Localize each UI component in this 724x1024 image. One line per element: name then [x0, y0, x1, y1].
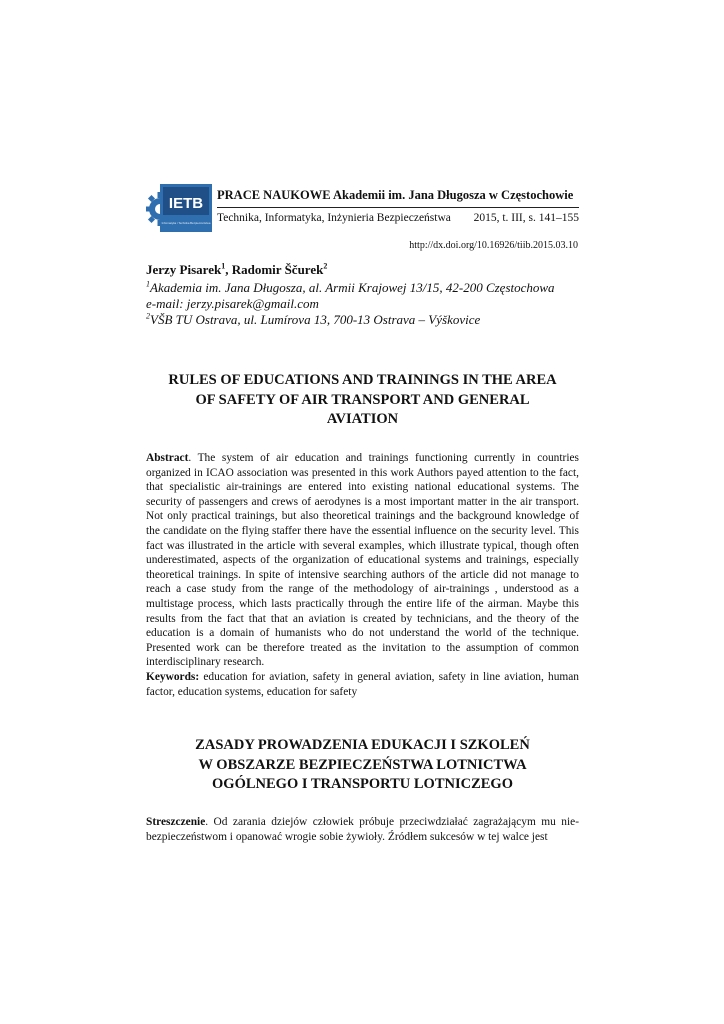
- journal-title: PRACE NAUKOWE Akademii im. Jana Długosza w Częstochowie: [217, 188, 574, 202]
- title-line: OF SAFETY OF AIR TRANSPORT AND GENERAL: [195, 391, 530, 408]
- title-line: ZASADY PROWADZENIA EDUKACJI I SZKOLEŃ: [195, 737, 530, 753]
- title-line: OGÓLNEGO I TRANSPORTU LOTNICZEGO: [212, 776, 513, 792]
- logo-caption: Informatyka i Technika Bezpieczeństwa: [161, 221, 211, 225]
- author-sup: 2: [323, 261, 328, 271]
- streszczenie-section: [146, 815, 579, 845]
- title-line: RULES OF EDUCATIONS AND TRAININGS IN THE AREA: [168, 372, 557, 388]
- affiliation-text: Akademia im. Jana Długosza, al. Armii Krajowej 13/15, 42-200 Częstochowa: [150, 280, 555, 295]
- keywords-text: education for aviation, safety in general aviation, safety in line aviation, human factor, education systems, education for safety: [146, 670, 579, 698]
- abstract-text: . The system of air education and trainings functioning currently in countries organized in ICAO association was presented in this work Authors payed attention to the fact, that specialistic air-trainings are entered into existing national educational systems. The security of passengers and crews of aerodynes is a most important matter in the air transport. Not only practical trainings, but also theoretical trainings and the background knowledge of the candidate on the flying staffer there have the essential influence on the security level. This fact was illustrated in the article with several examples, which illustrate typical, though often underestimated, aspects of the organization of educational systems and trainings, especially theoretical trainings. In spite of intensive searching authors of the article did not manage to reach a case study from the range of the methodology of air-trainings , understood as a multistage process, which lasts practically through the entire life of the airman. Maybe this results from the fact that that an aviation is created by technicians, and the theory of the education is a domain of humanists who do not understand the world of the technique. Presented work can be therefore treated as the invitation to the assumption of common interdisciplinary research.: [146, 452, 579, 669]
- doi-link[interactable]: http://dx.doi.org/10.16926/tiib.2015.03.10: [409, 240, 578, 251]
- author-name: Jerzy Pisarek: [146, 262, 222, 277]
- paper-title-polish: [146, 736, 579, 795]
- journal-series-line: [217, 212, 579, 224]
- paper-title-english: [146, 371, 579, 430]
- abstract-paragraph: [146, 451, 579, 670]
- title-line: W OBSZARZE BEZPIECZEŃSTWA LOTNICTWA: [198, 756, 527, 773]
- affiliation-sup: 2: [146, 311, 150, 321]
- streszczenie-text: . Od zarania dziejów człowiek próbuje przeciwdziałać zagrażającym mu niebezpieczeństwom i opanować wrogie sobie żywioły. Źródłem sukcesów w tej walce jest: [146, 816, 579, 843]
- journal-logo: [146, 182, 212, 234]
- title-line: AVIATION: [326, 411, 399, 427]
- affiliation-sup: 1: [146, 279, 150, 289]
- streszczenie-label: Streszczenie: [146, 816, 206, 828]
- logo-text: IETB: [168, 195, 204, 212]
- streszczenie-paragraph: [146, 815, 579, 845]
- header-divider: [217, 207, 579, 208]
- author-list: [146, 262, 327, 278]
- journal-series: Technika, Informatyka, Inżynieria Bezpieczeństwa: [217, 212, 451, 224]
- abstract-section: [146, 451, 579, 699]
- volume-info: 2015, t. III, s. 141–155: [473, 212, 579, 224]
- affiliation-2: [146, 312, 480, 328]
- author-separator: ,: [225, 262, 232, 277]
- keywords-label: Keywords:: [146, 670, 200, 683]
- affiliation-1: [146, 280, 555, 296]
- abstract-label: Abstract: [146, 452, 189, 464]
- author-name: Radomir Ščurek: [231, 262, 324, 277]
- affiliation-text: VŠB TU Ostrava, ul. Lumírova 13, 700-13 Ostrava – Výškovice: [150, 312, 481, 327]
- keywords-paragraph: [146, 670, 579, 699]
- author-email[interactable]: e-mail: jerzy.pisarek@gmail.com: [146, 296, 319, 311]
- author-sup: 1: [221, 261, 226, 271]
